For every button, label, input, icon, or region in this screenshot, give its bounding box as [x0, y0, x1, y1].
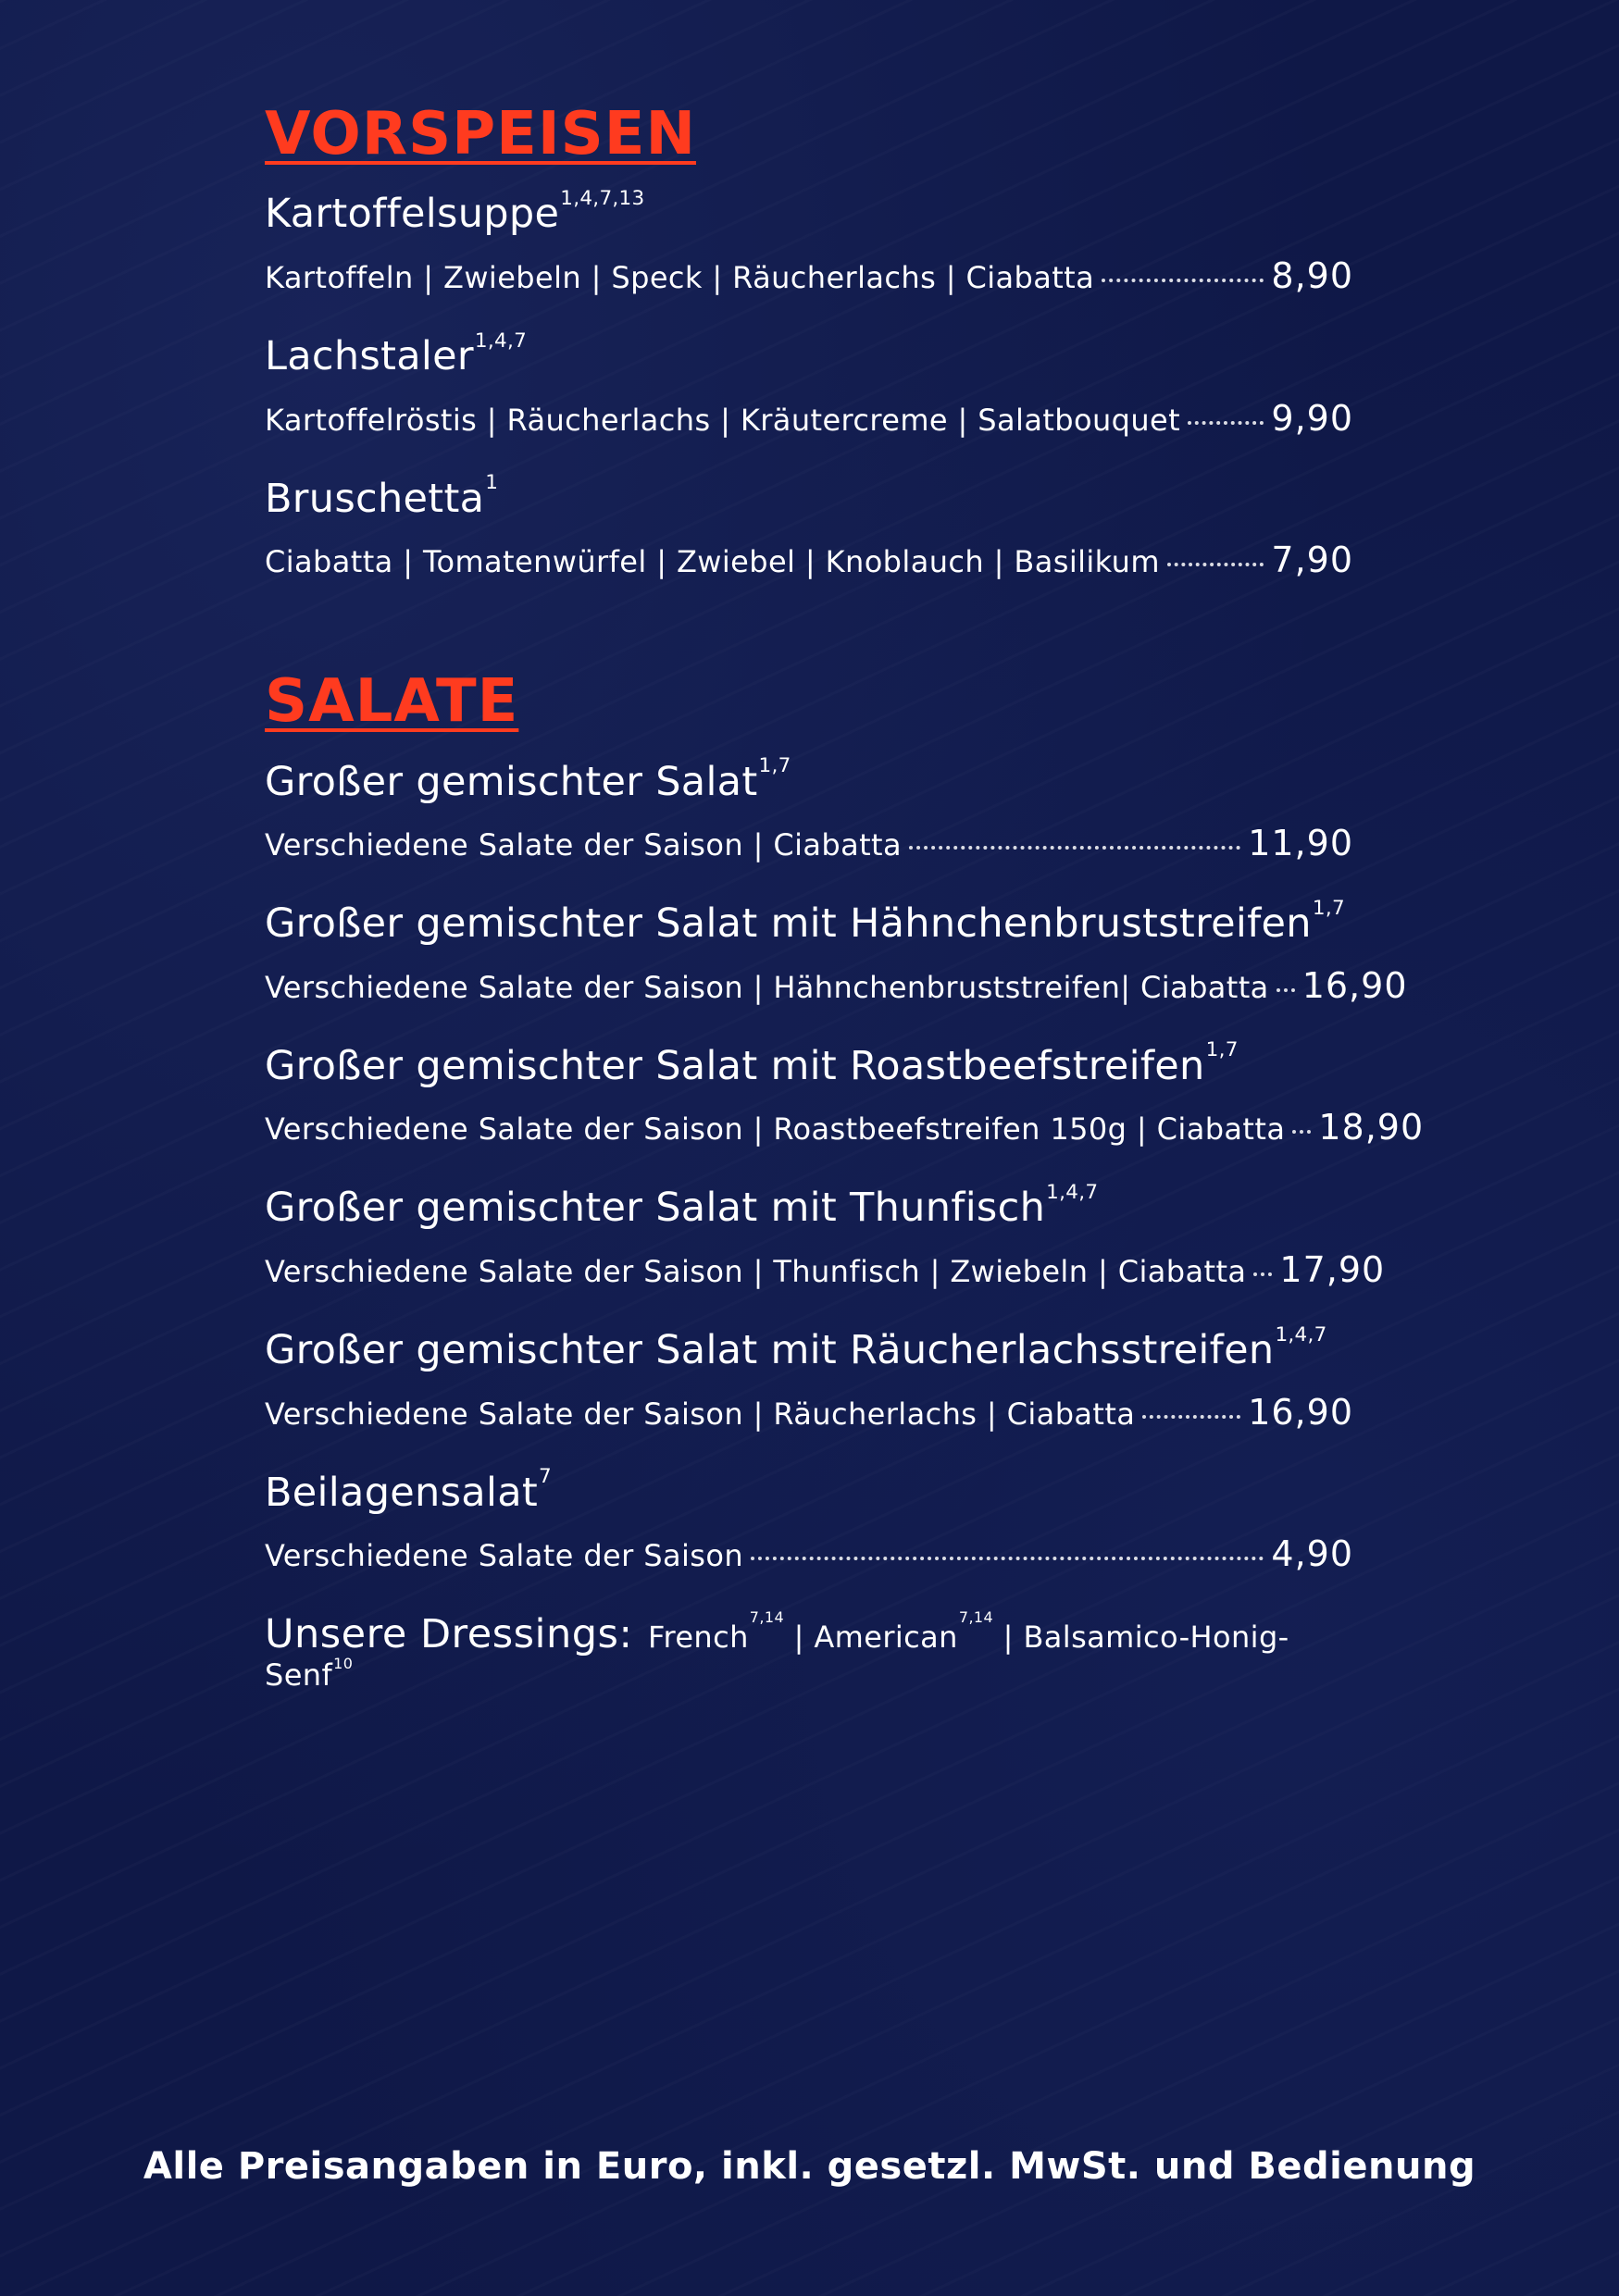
- dot-leader: [1188, 421, 1264, 425]
- dot-leader: [1277, 988, 1295, 992]
- menu-item: [265, 896, 1408, 1006]
- item-description: Verschiedene Salate der Saison | Roastbeefstreifen 150g | Ciabatta: [265, 1111, 1286, 1148]
- allergen-codes: 1,7: [758, 754, 791, 778]
- item-name: Kartoffelsuppe: [265, 191, 560, 238]
- dot-leader: [909, 846, 1240, 850]
- allergen-codes: 10: [333, 1654, 354, 1672]
- separator: |: [793, 1620, 804, 1656]
- item-name: Großer gemischter Salat mit Hähnchenbruststreifen: [265, 900, 1312, 948]
- menu-item: [265, 471, 1353, 581]
- menu-item: [265, 1322, 1353, 1433]
- item-description: Verschiedene Salate der Saison: [265, 1538, 744, 1574]
- item-description: Verschiedene Salate der Saison | Hähnchenbruststreifen| Ciabatta: [265, 969, 1269, 1005]
- item-name: Lachstaler: [265, 332, 474, 379]
- allergen-codes: 1,4,7,13: [560, 187, 645, 211]
- item-name: Großer gemischter Salat mit Räucherlachsstreifen: [265, 1326, 1275, 1373]
- item-description: Verschiedene Salate der Saison | Thunfisch | Zwiebeln | Ciabatta: [265, 1253, 1247, 1289]
- item-description: Kartoffeln | Zwiebeln | Speck | Räucherlachs | Ciabatta: [265, 259, 1095, 295]
- allergen-codes: 7: [539, 1465, 552, 1489]
- allergen-codes: 1,7: [1312, 896, 1345, 920]
- item-name: Großer gemischter Salat mit Thunfisch: [265, 1185, 1046, 1232]
- menu-content: [265, 100, 1425, 1694]
- allergen-codes: 1,4,7: [474, 329, 528, 353]
- item-price: 8,90: [1271, 254, 1353, 296]
- price-note-footer: Alle Preisangaben in Euro, inkl. gesetzl. MwSt. und Bedienung: [143, 2145, 1476, 2188]
- item-price: 4,90: [1271, 1533, 1353, 1575]
- menu-item: [265, 1181, 1386, 1290]
- allergen-codes: 1,4,7: [1275, 1322, 1327, 1347]
- dressing-name: French: [648, 1620, 749, 1656]
- dressing-name: American: [814, 1620, 958, 1656]
- dot-leader: [1102, 279, 1264, 282]
- allergen-codes: 1: [485, 471, 499, 495]
- item-name: Beilagensalat: [265, 1469, 539, 1516]
- item-description: Verschiedene Salate der Saison | Räucherlachs | Ciabatta: [265, 1396, 1136, 1432]
- menu-item: [265, 754, 1353, 864]
- item-price: 18,90: [1318, 1107, 1425, 1148]
- dressing-name: Balsamico-Honig-Senf: [265, 1620, 1289, 1694]
- allergen-codes: 1,7: [1205, 1038, 1239, 1062]
- dressings-line: [265, 1607, 1353, 1694]
- item-price: 9,90: [1271, 397, 1353, 439]
- item-name: Großer gemischter Salat mit Roastbeefstreifen: [265, 1042, 1205, 1089]
- section-title-salate: SALATE: [265, 667, 519, 737]
- dot-leader: [1292, 1130, 1311, 1134]
- dot-leader: [751, 1557, 1264, 1560]
- menu-item: [265, 329, 1353, 439]
- allergen-codes: 1,4,7: [1046, 1181, 1099, 1205]
- menu-item: [265, 1038, 1425, 1148]
- item-name: Bruschetta: [265, 475, 485, 522]
- menu-item: [265, 187, 1353, 296]
- item-price: 11,90: [1248, 823, 1353, 864]
- dot-leader: [1142, 1415, 1240, 1419]
- item-description: Verschiedene Salate der Saison | Ciabatta: [265, 827, 903, 863]
- dot-leader: [1167, 563, 1264, 566]
- item-name: Großer gemischter Salat: [265, 758, 758, 805]
- item-description: Kartoffelröstis | Räucherlachs | Kräutercreme | Salatbouquet: [265, 402, 1181, 438]
- section-title-vorspeisen: VORSPEISEN: [265, 100, 696, 168]
- item-description: Ciabatta | Tomatenwürfel | Zwiebel | Knoblauch | Basilikum: [265, 544, 1160, 580]
- allergen-codes: 7,14: [958, 1607, 994, 1626]
- menu-item: [265, 1465, 1353, 1575]
- separator: |: [1003, 1620, 1014, 1656]
- dot-leader: [1253, 1272, 1272, 1276]
- dressings-label: Unsere Dressings:: [265, 1611, 633, 1658]
- allergen-codes: 7,14: [749, 1607, 785, 1626]
- item-price: 16,90: [1301, 964, 1408, 1006]
- item-price: 16,90: [1248, 1391, 1353, 1433]
- item-price: 7,90: [1271, 540, 1353, 581]
- item-price: 17,90: [1279, 1248, 1386, 1290]
